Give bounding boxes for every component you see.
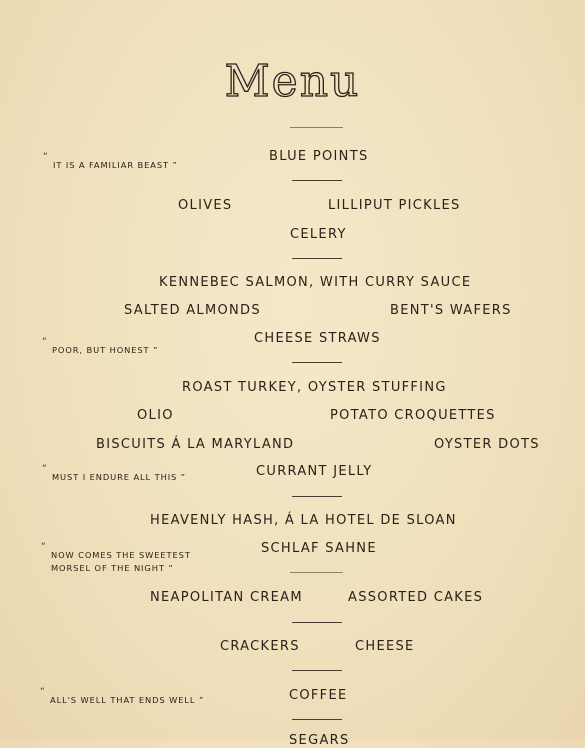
quote-alls-well	[40, 687, 205, 707]
open-quote-mark: “	[42, 464, 48, 474]
menu-item-bents-wafers: BENT'S WAFERS	[390, 303, 512, 318]
menu-item-cheese-straws: CHEESE STRAWS	[254, 331, 381, 346]
menu-item-oyster-dots: OYSTER DOTS	[434, 437, 540, 452]
quote-text-line2: MORSEL OF THE NIGHT ”	[51, 563, 174, 573]
menu-item-roast-turkey: ROAST TURKEY, OYSTER STUFFING	[182, 380, 447, 395]
menu-item-celery: CELERY	[290, 227, 347, 242]
quote-sweetest-morsel	[41, 542, 191, 575]
divider	[290, 127, 343, 128]
quote-text: MUST I ENDURE ALL THIS ”	[52, 472, 186, 482]
open-quote-mark: “	[41, 542, 47, 552]
quote-text: ALL'S WELL THAT ENDS WELL ”	[50, 695, 205, 705]
quote-text: POOR, BUT HONEST ”	[52, 345, 159, 355]
menu-item-olives: OLIVES	[178, 198, 233, 213]
menu-item-potato-croquettes: POTATO CROQUETTES	[330, 408, 496, 423]
menu-item-heavenly-hash: HEAVENLY HASH, Á LA HOTEL DE SLOAN	[150, 513, 457, 528]
menu-item-schlaf-sahne: SCHLAF SAHNE	[261, 541, 377, 556]
divider	[290, 572, 343, 573]
menu-item-olio: OLIO	[137, 408, 174, 423]
menu-item-cheese: CHEESE	[355, 639, 415, 654]
quote-text: IT IS A FAMILIAR BEAST ”	[53, 160, 178, 170]
menu-item-assorted-cakes: ASSORTED CAKES	[348, 590, 484, 605]
open-quote-mark: “	[40, 687, 46, 697]
menu-item-segars: SEGARS	[289, 733, 350, 748]
divider	[292, 719, 342, 720]
menu-item-crackers: CRACKERS	[220, 639, 300, 654]
open-quote-mark: “	[42, 337, 48, 347]
menu-item-coffee: COFFEE	[289, 688, 348, 703]
menu-item-currant-jelly: CURRANT JELLY	[256, 464, 373, 479]
divider	[292, 180, 342, 181]
quote-familiar-beast	[43, 152, 178, 172]
divider	[292, 670, 342, 671]
divider	[292, 362, 342, 363]
quote-must-i-endure	[42, 464, 186, 484]
divider	[292, 258, 342, 259]
quote-text-line1: NOW COMES THE SWEETEST	[51, 550, 191, 560]
menu-item-kennebec-salmon: KENNEBEC SALMON, WITH CURRY SAUCE	[159, 275, 472, 290]
menu-title: Menu	[224, 56, 361, 107]
menu-item-blue-points: BLUE POINTS	[269, 149, 369, 164]
quote-poor-but-honest	[42, 337, 159, 357]
menu-item-neapolitan-cream: NEAPOLITAN CREAM	[150, 590, 303, 605]
divider	[292, 496, 342, 497]
open-quote-mark: “	[43, 152, 49, 162]
menu-item-biscuits: BISCUITS Á LA MARYLAND	[96, 437, 295, 452]
divider	[292, 622, 342, 623]
menu-item-salted-almonds: SALTED ALMONDS	[124, 303, 261, 318]
menu-item-lilliput-pickles: LILLIPUT PICKLES	[328, 198, 461, 213]
